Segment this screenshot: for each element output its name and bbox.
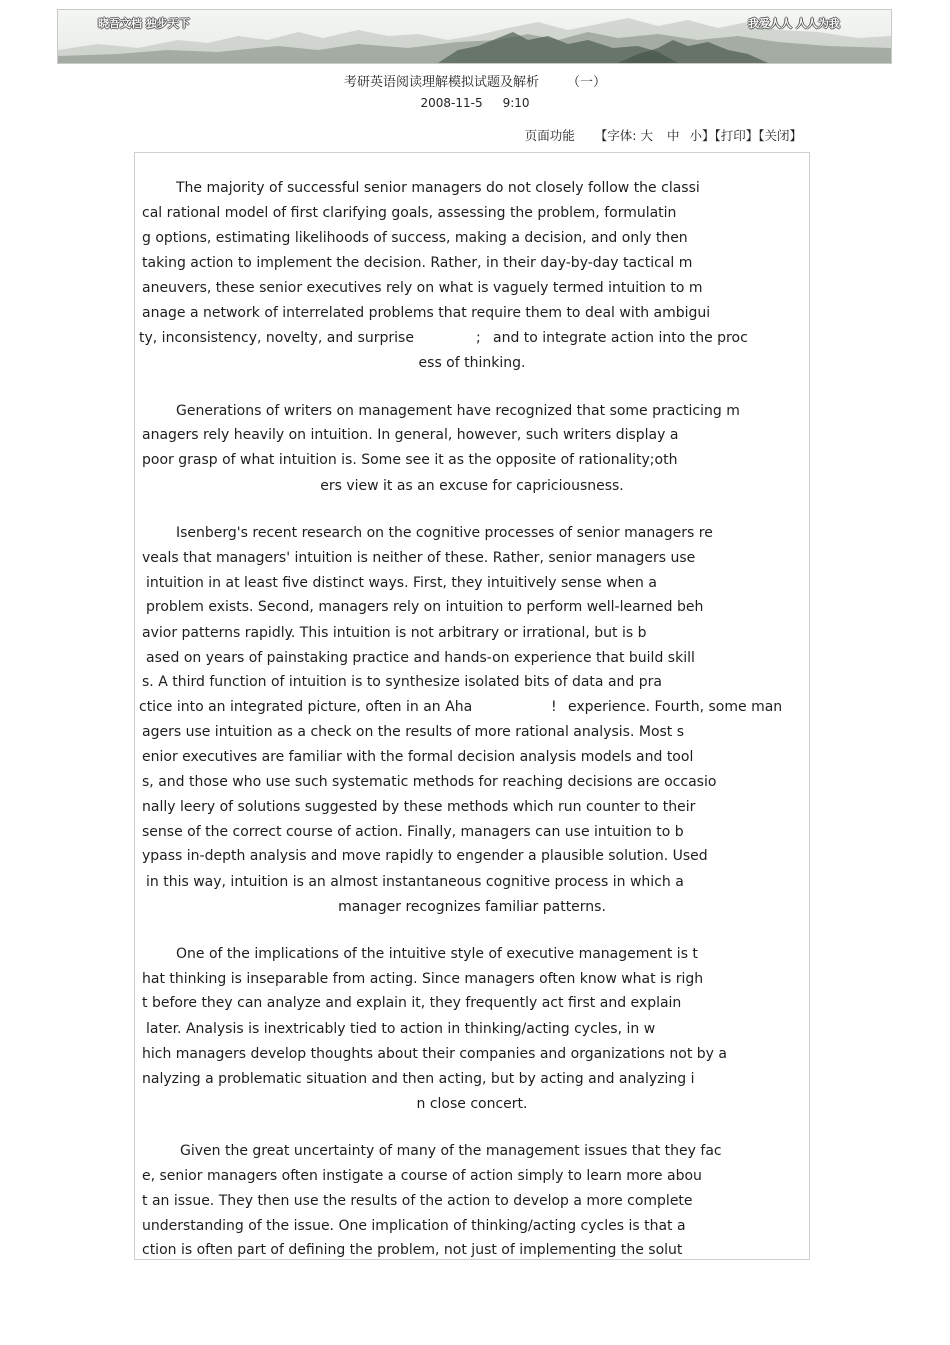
font-large-link[interactable]: 大 xyxy=(640,128,653,143)
page-function-bar xyxy=(525,126,802,144)
text-line: n close concert. xyxy=(416,1096,528,1112)
text-line: ty, inconsistency, novelty, and surprise xyxy=(139,330,414,346)
text-line: nalyzing a problematic situation and then acting, but by acting and analyzing i xyxy=(142,1071,695,1087)
text-line: problem exists. Second, managers rely on intuition to perform well-learned beh xyxy=(146,599,704,615)
text-line: taking action to implement the decision. Rather, in their day-by-day tactical m xyxy=(142,255,693,271)
text-line: in this way, intuition is an almost instantaneous cognitive process in which a xyxy=(146,874,684,890)
text-line: understanding of the issue. One implication of thinking/acting cycles is that a xyxy=(142,1218,686,1234)
text-line: hich managers develop thoughts about their companies and organizations not by a xyxy=(142,1046,727,1062)
text-line: nally leery of solutions suggested by these methods which run counter to their xyxy=(142,799,696,815)
text-line: Given the great uncertainty of many of the management issues that they fac xyxy=(180,1143,722,1159)
text-line: ers view it as an excuse for capriciousness. xyxy=(320,478,624,494)
page-function-label: 页面功能 xyxy=(524,128,575,143)
text-line: agers use intuition as a check on the results of more rational analysis. Most s xyxy=(142,724,685,740)
page-title xyxy=(0,71,950,90)
print-link[interactable]: 【打印】 xyxy=(714,128,759,143)
close-link[interactable]: 【关闭】 xyxy=(758,128,802,143)
text-line: ased on years of painstaking practice and hands-on experience that build skill xyxy=(146,650,695,666)
publish-date: 2008-11-5 xyxy=(420,96,483,110)
publish-datetime xyxy=(0,96,950,110)
font-small-link[interactable]: 小】 xyxy=(689,128,715,143)
text-line: The majority of successful senior managers do not closely follow the classi xyxy=(176,180,700,196)
text-line: Generations of writers on management have recognized that some practicing m xyxy=(176,403,740,419)
text-line: later. Analysis is inextricably tied to action in thinking/acting cycles, in w xyxy=(146,1021,656,1037)
text-line: g options, estimating likelihoods of success, making a decision, and only then xyxy=(142,230,688,246)
text-line: e, senior managers often instigate a course of action simply to learn more abou xyxy=(142,1168,702,1184)
font-medium-link[interactable]: 中 xyxy=(666,128,680,143)
text-line: t an issue. They then use the results of the action to develop a more complete xyxy=(142,1193,693,1209)
text-line: ! xyxy=(551,699,557,715)
publish-time: 9:10 xyxy=(502,96,530,110)
text-line: s. A third function of intuition is to synthesize isolated bits of data and pra xyxy=(142,674,662,690)
text-line: ess of thinking. xyxy=(418,355,526,371)
font-size-label: 【字体: xyxy=(594,128,637,143)
text-line: intuition in at least five distinct ways. First, they intuitively sense when a xyxy=(146,575,657,591)
text-line: ; xyxy=(476,330,481,346)
banner-left-text: 晓吾文档 独步天下 xyxy=(98,17,190,30)
text-line: cal rational model of first clarifying goals, assessing the problem, formulatin xyxy=(142,205,677,221)
text-line: experience. Fourth, some man xyxy=(568,699,783,715)
text-line: ctice into an integrated picture, often in an Aha xyxy=(139,699,473,715)
text-line: s, and those who use such systematic methods for reaching decisions are occasio xyxy=(142,774,717,790)
text-line: and to integrate action into the proc xyxy=(493,330,748,346)
text-line: manager recognizes familiar patterns. xyxy=(338,899,606,915)
title-text: 考研英语阅读理解模拟试题及解析 xyxy=(343,75,539,90)
header-banner xyxy=(57,9,892,64)
banner-right-text: 我爱人人 人人为我 xyxy=(748,17,840,30)
text-line: hat thinking is inseparable from acting. Since managers often know what is righ xyxy=(142,971,704,987)
text-line: avior patterns rapidly. This intuition is not arbitrary or irrational, but is b xyxy=(142,625,647,641)
text-line: enior executives are familiar with the formal decision analysis models and tool xyxy=(142,749,694,765)
text-line: veals that managers' intuition is neither of these. Rather, senior managers use xyxy=(142,550,696,566)
text-line: One of the implications of the intuitive style of executive management is t xyxy=(176,946,698,962)
text-line: ction is often part of defining the problem, not just of implementing the solut xyxy=(142,1242,683,1258)
text-line: poor grasp of what intuition is. Some see it as the opposite of rationality;oth xyxy=(142,452,678,468)
title-suffix: （一） xyxy=(567,75,607,90)
text-line: ypass in-depth analysis and move rapidly to engender a plausible solution. Used xyxy=(142,848,708,864)
text-line: aneuvers, these senior executives rely on what is vaguely termed intuition to m xyxy=(142,280,703,296)
text-line: anage a network of interrelated problems that require them to deal with ambigui xyxy=(142,305,711,321)
text-line: t before they can analyze and explain it, they frequently act first and explain xyxy=(142,995,682,1011)
text-line: anagers rely heavily on intuition. In general, however, such writers display a xyxy=(142,427,679,443)
text-line: Isenberg's recent research on the cognitive processes of senior managers re xyxy=(176,525,713,541)
text-line: sense of the correct course of action. Finally, managers can use intuition to b xyxy=(142,824,684,840)
